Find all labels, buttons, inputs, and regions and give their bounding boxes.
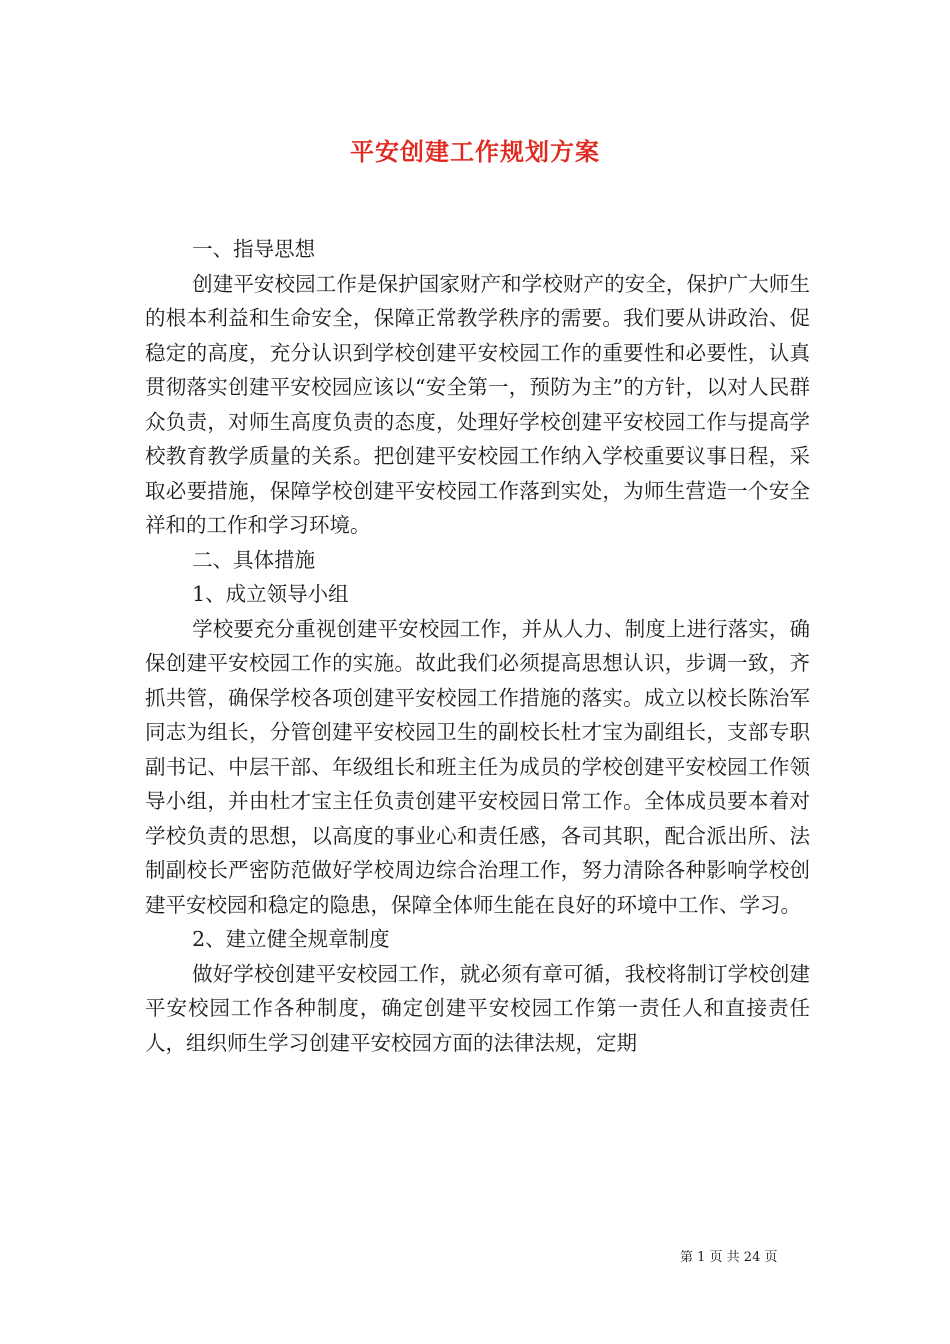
- paragraph: 做好学校创建平安校园工作，就必须有章可循，我校将制订学校创建平安校园工作各种制度，确定创建平安校园工作第一责任人和直接责任人，组织师生学习创建平安校园方面的法律法规，定期: [145, 961, 810, 1055]
- paragraph: 学校要充分重视创建平安校园工作，并从人力、制度上进行落实，确保创建平安校园工作的实施。故此我们必须提高思想认识，步调一致，齐抓共管，确保学校各项创建平安校园工作措施的落实。成立以校长陈治军同志为组长，分管创建平安校园卫生的副校长杜才宝为副组长，支部专职副书记、中层干部、年级组长和班主任为成员的学校创建平安校园工作领导小组，并由杜才宝主任负责创建平安校园日常工作。全体成员要本着对学校负责的思想，以高度的事业心和责任感，各司其职，配合派出所、法制副校长严密防范做好学校周边综合治理工作，努力清除各种影响学校创建平安校园和稳定的隐患，保障全体师生能在良好的环境中工作、学习。: [145, 616, 810, 917]
- paragraph: 创建平安校园工作是保护国家财产和学校财产的安全，保护广大师生的根本利益和生命安全，保障正常教学秩序的需要。我们要从讲政治、促稳定的高度，充分认识到学校创建平安校园工作的重要性和必要性，认真贯彻落实创建平安校园应该以“安全第一，预防为主”的方针，以对人民群众负责，对师生高度负责的态度，处理好学校创建平安校园工作与提高学校教育教学质量的关系。把创建平安校园工作纳入学校重要议事日程，采取必要措施，保障学校创建平安校园工作落到实处，为师生营造一个安全祥和的工作和学习环境。: [145, 271, 810, 537]
- document-body: [145, 232, 810, 1060]
- subsection-heading: 1、成立领导小组: [192, 582, 349, 606]
- page-number: 第 1 页 共 24 页: [680, 1250, 778, 1265]
- document-title: 平安创建工作规划方案: [350, 137, 600, 166]
- section-heading: 二、具体措施: [192, 547, 316, 572]
- subsection-heading: 2、建立健全规章制度: [192, 927, 390, 951]
- section-heading: 一、指导思想: [192, 237, 316, 261]
